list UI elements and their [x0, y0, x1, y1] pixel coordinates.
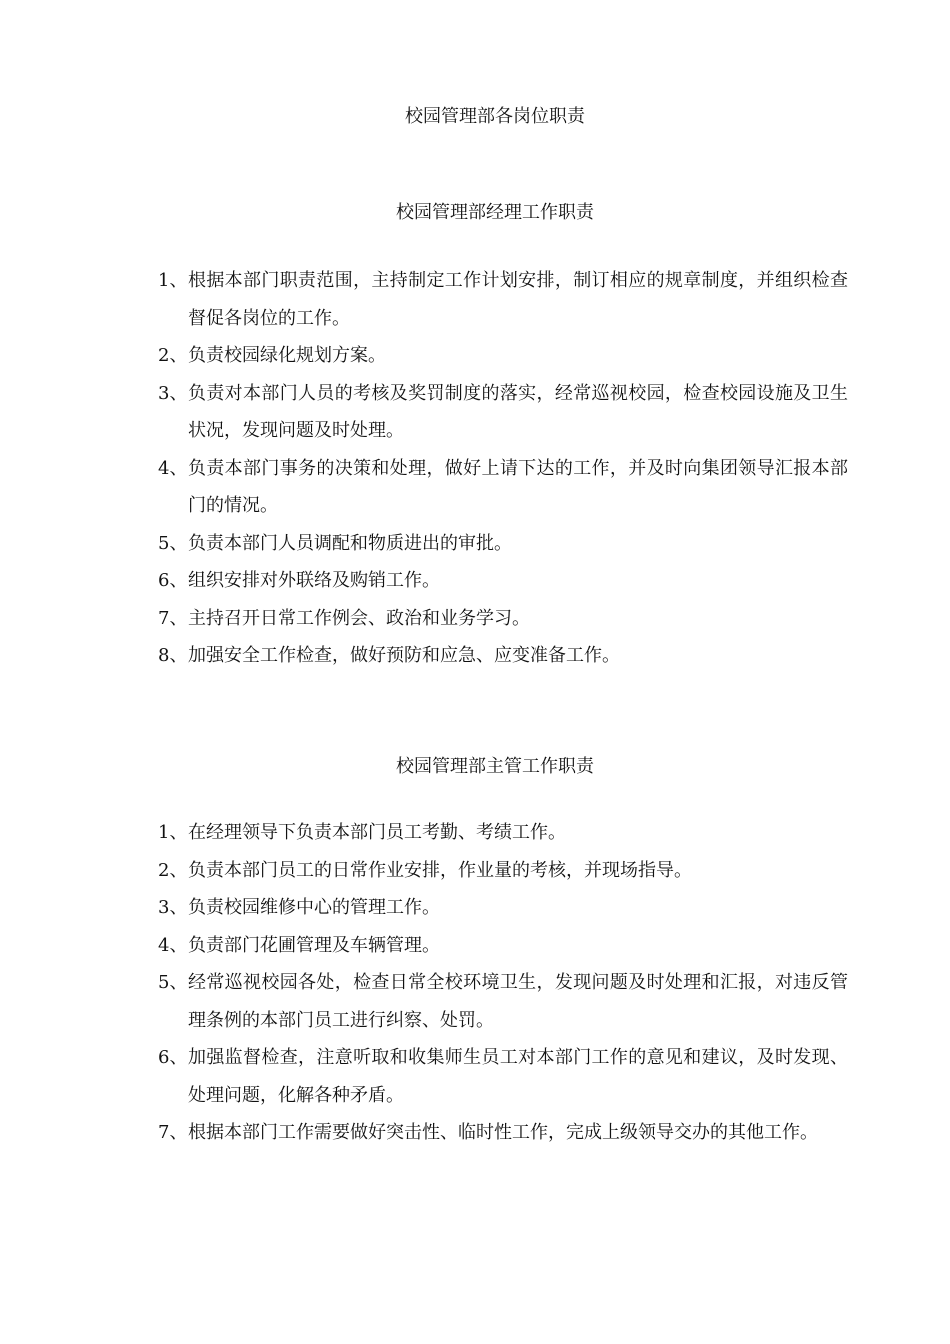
list-item: [158, 964, 848, 1039]
item-text: 负责对本部门人员的考核及奖罚制度的落实，经常巡视校园，检查校园设施及卫生状况，发现问题及时处理。: [188, 382, 848, 441]
item-text: 负责校园绿化规划方案。: [188, 345, 386, 366]
list-item: [158, 337, 848, 375]
list-item: [158, 814, 848, 852]
list-item: [158, 852, 848, 890]
section-title-manager: 校园管理部经理工作职责: [396, 202, 594, 223]
item-number: 3、: [158, 897, 188, 918]
item-number: 2、: [158, 859, 188, 881]
item-number: 5、: [158, 532, 188, 554]
supervisor-duties-list: [158, 814, 848, 1152]
list-item: [158, 889, 848, 927]
item-number: 4、: [158, 457, 188, 479]
item-text: 根据本部门职责范围，主持制定工作计划安排，制订相应的规章制度，并组织检查督促各岗位的工作。: [188, 270, 848, 329]
item-text: 负责部门花圃管理及车辆管理。: [188, 934, 440, 956]
item-number: 3、: [158, 382, 188, 404]
section-title-supervisor: 校园管理部主管工作职责: [396, 756, 594, 777]
item-text: 负责校园维修中心的管理工作。: [188, 897, 440, 918]
item-number: 6、: [158, 570, 188, 591]
item-text: 根据本部门工作需要做好突击性、临时性工作，完成上级领导交办的其他工作。: [188, 1122, 818, 1143]
list-item: [158, 525, 848, 563]
list-item: [158, 637, 848, 675]
item-number: 1、: [158, 822, 188, 843]
list-item: [158, 262, 848, 337]
item-text: 组织安排对外联络及购销工作。: [188, 570, 440, 591]
list-item: [158, 1114, 848, 1152]
list-item: [158, 375, 848, 450]
item-number: 8、: [158, 645, 188, 666]
item-text: 负责本部门员工的日常作业安排，作业量的考核，并现场指导。: [188, 859, 692, 881]
list-item: [158, 927, 848, 965]
item-number: 5、: [158, 972, 188, 993]
item-number: 1、: [158, 270, 188, 291]
item-text: 加强安全工作检查，做好预防和应急、应变准备工作。: [188, 645, 620, 666]
manager-duties-list: [158, 262, 848, 675]
item-text: 在经理领导下负责本部门员工考勤、考绩工作。: [188, 822, 566, 843]
item-text: 负责本部门事务的决策和处理，做好上请下达的工作，并及时向集团领导汇报本部门的情况。: [188, 457, 848, 516]
item-number: 2、: [158, 345, 188, 366]
item-text: 主持召开日常工作例会、政治和业务学习。: [188, 607, 530, 629]
document-title: 校园管理部各岗位职责: [405, 106, 585, 127]
list-item: [158, 1039, 848, 1114]
list-item: [158, 562, 848, 600]
item-text: 加强监督检查，注意听取和收集师生员工对本部门工作的意见和建议，及时发现、处理问题，化解各种矛盾。: [188, 1047, 848, 1106]
item-number: 6、: [158, 1047, 188, 1068]
list-item: [158, 450, 848, 525]
item-text: 经常巡视校园各处，检查日常全校环境卫生，发现问题及时处理和汇报，对违反管理条例的本部门员工进行纠察、处罚。: [188, 972, 848, 1031]
item-number: 7、: [158, 607, 188, 629]
item-number: 7、: [158, 1122, 188, 1143]
item-text: 负责本部门人员调配和物质进出的审批。: [188, 532, 512, 554]
list-item: [158, 600, 848, 638]
item-number: 4、: [158, 934, 188, 956]
